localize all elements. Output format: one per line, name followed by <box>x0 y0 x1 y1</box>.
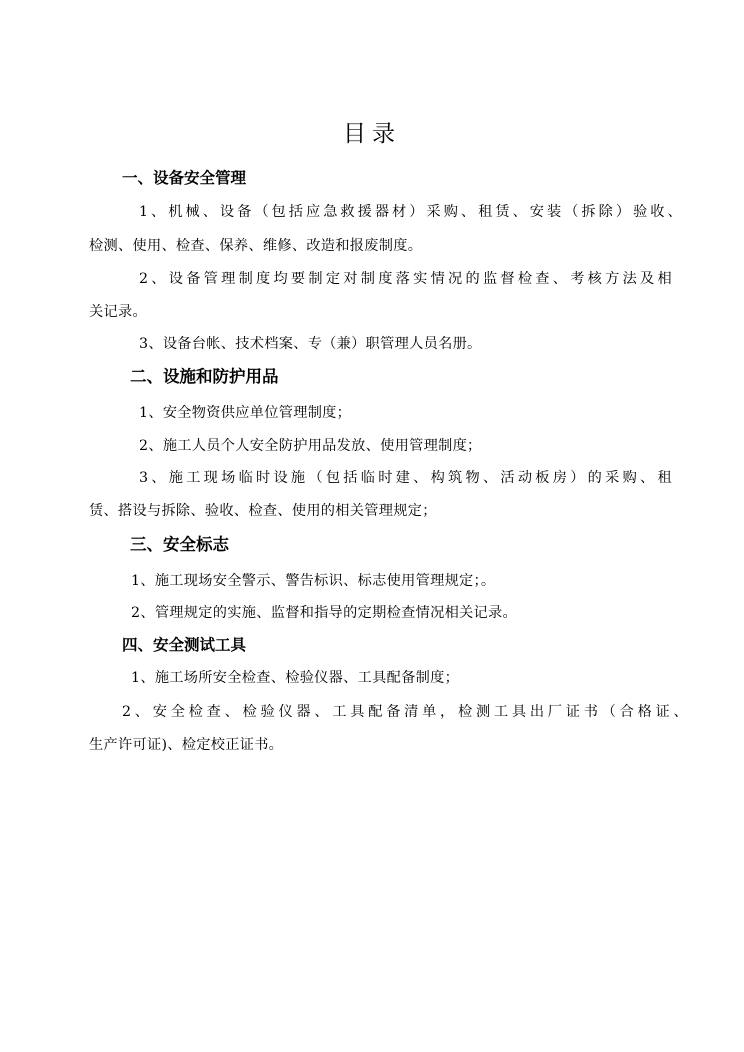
paragraph-line: 2、管理规定的实施、监督和指导的定期检查情况相关记录。 <box>131 605 518 621</box>
paragraph-line: 赁、搭设与拆除、验收、检查、使用的相关管理规定； <box>89 503 437 519</box>
section-heading-facilities: 二、设施和防护用品 <box>130 367 279 386</box>
paragraph-line: 关记录。 <box>89 304 147 320</box>
paragraph-line: 1、施工场所安全检查、检验仪器、工具配备制度； <box>131 670 460 686</box>
paragraph-line: 2、设备管理制度均要制定对制度落实情况的监督检查、考核方法及相 <box>139 271 672 287</box>
paragraph-line: 2、施工人员个人安全防护用品发放、使用管理制度； <box>139 438 482 454</box>
paragraph-line: 1、机械、设备（包括应急救援器材）采购、租赁、安装（拆除）验收、 <box>139 204 682 220</box>
paragraph-line: 1、安全物资供应单位管理制度； <box>139 405 352 421</box>
section-heading-test-tools: 四、安全测试工具 <box>122 636 247 654</box>
paragraph-line: 1、施工现场安全警示、警告标识、标志使用管理规定；。 <box>131 573 496 589</box>
paragraph-line: 3、施工现场临时设施（包括临时建、构筑物、活动板房）的采购、租 <box>139 470 672 486</box>
section-heading-safety-signs: 三、安全标志 <box>130 535 229 554</box>
section-heading-equipment: 一、设备安全管理 <box>122 169 247 187</box>
paragraph-line: 生产许可证)、检定校正证书。 <box>89 737 284 753</box>
paragraph-line: 检测、使用、检查、保养、维修、改造和报废制度。 <box>89 238 423 254</box>
paragraph-line: 2、安全检查、检验仪器、工具配备清单，检测工具出厂证书（合格证、 <box>122 704 688 720</box>
page-title: 目录 <box>343 121 401 147</box>
paragraph-line: 3、设备台帐、技术档案、专（兼）职管理人员名册。 <box>139 336 482 352</box>
